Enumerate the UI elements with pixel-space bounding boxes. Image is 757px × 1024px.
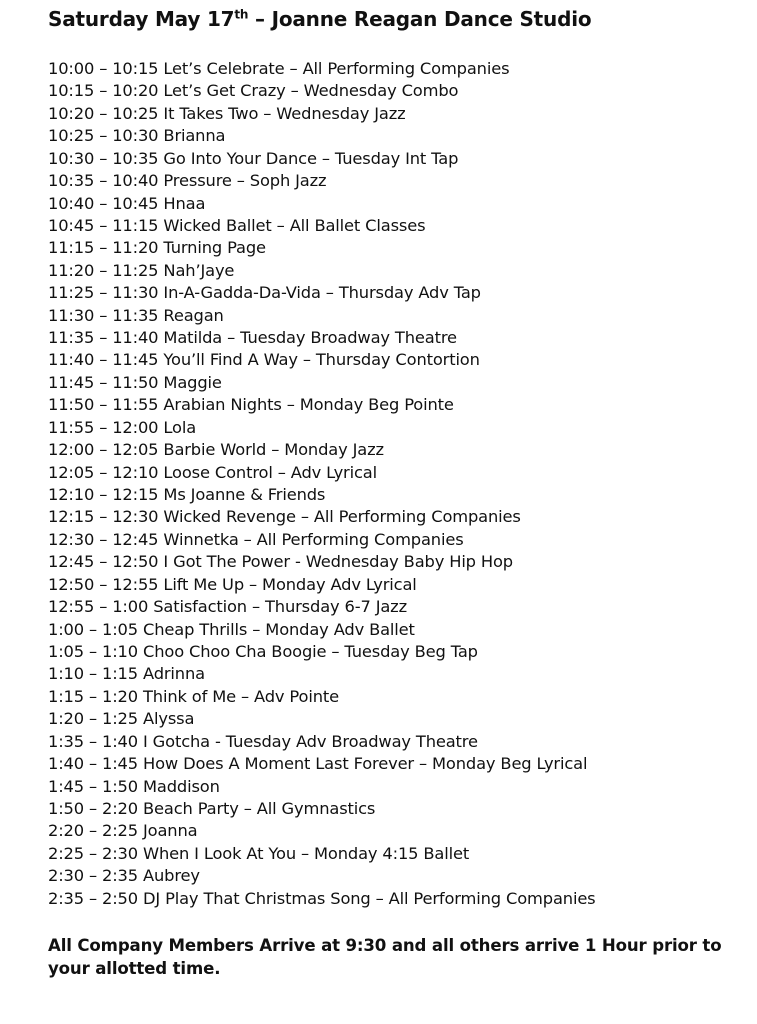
schedule-item bbox=[48, 305, 596, 327]
schedule-time: 2:20 – 2:25 bbox=[48, 821, 138, 841]
schedule-time: 11:15 – 11:20 bbox=[48, 238, 159, 258]
schedule-act: Maddison bbox=[143, 776, 220, 796]
schedule-item bbox=[48, 193, 596, 215]
schedule-time: 10:35 – 10:40 bbox=[48, 171, 159, 191]
schedule-act: Lola bbox=[163, 417, 197, 437]
schedule-time: 12:00 – 12:05 bbox=[48, 440, 159, 460]
schedule-time: 12:30 – 12:45 bbox=[48, 529, 159, 549]
page-title bbox=[48, 7, 591, 31]
schedule-act: Reagan bbox=[163, 305, 224, 325]
schedule-item bbox=[48, 641, 596, 663]
schedule-item bbox=[48, 731, 596, 753]
schedule-time: 11:55 – 12:00 bbox=[48, 417, 159, 437]
schedule-time: 10:40 – 10:45 bbox=[48, 193, 159, 213]
schedule-item bbox=[48, 753, 596, 775]
schedule-act: Aubrey bbox=[143, 866, 200, 886]
schedule-item bbox=[48, 619, 596, 641]
schedule-item bbox=[48, 663, 596, 685]
schedule-item bbox=[48, 462, 596, 484]
schedule-act: Joanna bbox=[143, 821, 198, 841]
schedule-item bbox=[48, 260, 596, 282]
schedule-time: 11:20 – 11:25 bbox=[48, 260, 159, 280]
schedule-act: Loose Control – Adv Lyrical bbox=[163, 462, 377, 482]
schedule-item bbox=[48, 103, 596, 125]
schedule-item bbox=[48, 888, 596, 910]
schedule-time: 10:20 – 10:25 bbox=[48, 103, 159, 123]
arrival-note: All Company Members Arrive at 9:30 and all others arrive 1 Hour prior to your allotted time. bbox=[48, 936, 722, 978]
schedule-item bbox=[48, 776, 596, 798]
schedule-act: How Does A Moment Last Forever – Monday Beg Lyrical bbox=[143, 754, 588, 774]
schedule-item bbox=[48, 843, 596, 865]
schedule-time: 11:40 – 11:45 bbox=[48, 350, 159, 370]
schedule-item bbox=[48, 820, 596, 842]
schedule-act: Maggie bbox=[163, 372, 222, 392]
schedule-time: 11:30 – 11:35 bbox=[48, 305, 159, 325]
schedule-item bbox=[48, 686, 596, 708]
schedule-time: 1:45 – 1:50 bbox=[48, 776, 138, 796]
schedule-time: 2:35 – 2:50 bbox=[48, 888, 138, 908]
schedule-act: Alyssa bbox=[143, 709, 195, 729]
schedule-act: Nah’Jaye bbox=[163, 260, 235, 280]
schedule-time: 1:05 – 1:10 bbox=[48, 641, 138, 661]
schedule-time: 10:45 – 11:15 bbox=[48, 215, 159, 235]
schedule-time: 12:10 – 12:15 bbox=[48, 485, 159, 505]
schedule-act: Ms Joanne & Friends bbox=[163, 485, 326, 505]
schedule-item bbox=[48, 125, 596, 147]
schedule-act: I Got The Power - Wednesday Baby Hip Hop bbox=[163, 552, 513, 572]
schedule-time: 10:15 – 10:20 bbox=[48, 81, 159, 101]
schedule-item bbox=[48, 798, 596, 820]
schedule-act: Arabian Nights – Monday Beg Pointe bbox=[163, 395, 454, 415]
schedule-item bbox=[48, 80, 596, 102]
schedule-item bbox=[48, 58, 596, 80]
schedule-time: 1:15 – 1:20 bbox=[48, 686, 138, 706]
schedule-item bbox=[48, 574, 596, 596]
schedule-item bbox=[48, 439, 596, 461]
schedule-time: 11:45 – 11:50 bbox=[48, 372, 159, 392]
schedule-act: Satisfaction – Thursday 6-7 Jazz bbox=[153, 597, 407, 617]
schedule-item bbox=[48, 865, 596, 887]
schedule-time: 12:05 – 12:10 bbox=[48, 462, 159, 482]
schedule-act: Turning Page bbox=[163, 238, 266, 258]
schedule-act: When I Look At You – Monday 4:15 Ballet bbox=[143, 843, 470, 863]
schedule-act: Adrinna bbox=[143, 664, 205, 684]
schedule-time: 1:10 – 1:15 bbox=[48, 664, 138, 684]
schedule-act: Choo Choo Cha Boogie – Tuesday Beg Tap bbox=[143, 641, 478, 661]
schedule-time: 2:25 – 2:30 bbox=[48, 843, 138, 863]
schedule-act: Pressure – Soph Jazz bbox=[163, 171, 327, 191]
schedule-act: Wicked Revenge – All Performing Companies bbox=[163, 507, 521, 527]
schedule-list bbox=[48, 58, 596, 910]
schedule-item bbox=[48, 551, 596, 573]
schedule-item bbox=[48, 529, 596, 551]
schedule-time: 11:50 – 11:55 bbox=[48, 395, 159, 415]
schedule-item bbox=[48, 282, 596, 304]
schedule-time: 1:50 – 2:20 bbox=[48, 798, 138, 818]
schedule-item bbox=[48, 417, 596, 439]
schedule-item bbox=[48, 215, 596, 237]
schedule-item bbox=[48, 596, 596, 618]
schedule-act: Let’s Get Crazy – Wednesday Combo bbox=[163, 81, 459, 101]
title-ordinal-suffix: th bbox=[234, 7, 249, 22]
schedule-act: Beach Party – All Gymnastics bbox=[143, 798, 376, 818]
schedule-item bbox=[48, 708, 596, 730]
schedule-time: 12:55 – 1:00 bbox=[48, 597, 149, 617]
schedule-act: You’ll Find A Way – Thursday Contortion bbox=[163, 350, 480, 370]
schedule-time: 1:00 – 1:05 bbox=[48, 619, 138, 639]
schedule-time: 10:00 – 10:15 bbox=[48, 59, 159, 78]
schedule-act: Matilda – Tuesday Broadway Theatre bbox=[163, 328, 457, 348]
schedule-act: DJ Play That Christmas Song – All Performing Companies bbox=[143, 888, 596, 908]
schedule-act: I Gotcha - Tuesday Adv Broadway Theatre bbox=[143, 731, 478, 751]
schedule-time: 1:20 – 1:25 bbox=[48, 709, 138, 729]
schedule-item bbox=[48, 372, 596, 394]
schedule-time: 12:50 – 12:55 bbox=[48, 574, 159, 594]
schedule-time: 1:40 – 1:45 bbox=[48, 754, 138, 774]
schedule-time: 12:45 – 12:50 bbox=[48, 552, 159, 572]
schedule-time: 2:30 – 2:35 bbox=[48, 866, 138, 886]
schedule-item bbox=[48, 394, 596, 416]
schedule-item bbox=[48, 349, 596, 371]
schedule-item bbox=[48, 484, 596, 506]
schedule-act: Wicked Ballet – All Ballet Classes bbox=[163, 215, 426, 235]
schedule-act: Brianna bbox=[163, 126, 226, 146]
schedule-act: Cheap Thrills – Monday Adv Ballet bbox=[143, 619, 415, 639]
schedule-time: 12:15 – 12:30 bbox=[48, 507, 159, 527]
schedule-item bbox=[48, 170, 596, 192]
schedule-act: Winnetka – All Performing Companies bbox=[163, 529, 464, 549]
schedule-act: Go Into Your Dance – Tuesday Int Tap bbox=[163, 148, 459, 168]
schedule-time: 11:25 – 11:30 bbox=[48, 283, 159, 303]
schedule-time: 1:35 – 1:40 bbox=[48, 731, 138, 751]
title-studio: – Joanne Reagan Dance Studio bbox=[248, 7, 592, 31]
schedule-item bbox=[48, 327, 596, 349]
title-main: Saturday May 17 bbox=[48, 7, 235, 31]
schedule-time: 10:30 – 10:35 bbox=[48, 148, 159, 168]
schedule-time: 11:35 – 11:40 bbox=[48, 328, 159, 348]
schedule-act: Lift Me Up – Monday Adv Lyrical bbox=[163, 574, 417, 594]
schedule-item bbox=[48, 506, 596, 528]
schedule-act: In-A-Gadda-Da-Vida – Thursday Adv Tap bbox=[163, 283, 481, 303]
schedule-item bbox=[48, 237, 596, 259]
schedule-act: It Takes Two – Wednesday Jazz bbox=[163, 103, 406, 123]
schedule-act: Barbie World – Monday Jazz bbox=[163, 440, 384, 460]
schedule-act: Hnaa bbox=[163, 193, 206, 213]
schedule-act: Think of Me – Adv Pointe bbox=[143, 686, 339, 706]
schedule-time: 10:25 – 10:30 bbox=[48, 126, 159, 146]
schedule-item bbox=[48, 148, 596, 170]
schedule-act: Let’s Celebrate – All Performing Companies bbox=[163, 59, 510, 78]
